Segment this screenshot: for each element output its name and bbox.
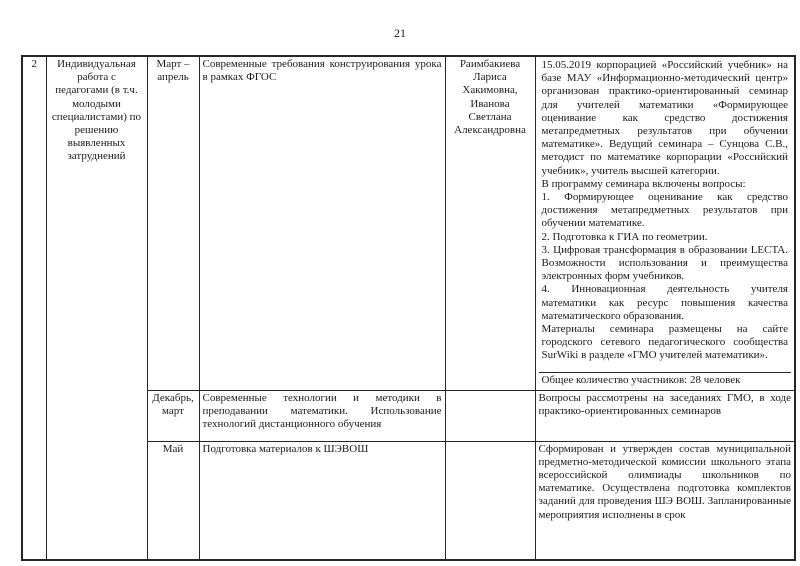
plan-results-table <box>21 55 796 561</box>
result-paragraph: 2. Подготовка к ГИА по геометрии. <box>541 230 708 243</box>
result-paragraph: 1. Формирующее оценивание как средство достижения метапредметных результатов при обучении математике. <box>541 191 788 230</box>
result-paragraph: 4. Инновационная деятельность учителя математики как ресурс повышения качества математического образования. <box>541 283 788 322</box>
topic-cell-3: Подготовка материалов к ШЭВОШ <box>199 441 445 560</box>
result-cell-3: Сформирован и утвержден состав муниципальной предметно-методической комиссии школьного этапа всероссийской олимпиады школьников по математике. Осуществлена подготовка комплектов заданий для проведения ШЭ ВОШ. Запланированные мероприятия исполнены в срок <box>535 441 795 560</box>
page-number: 21 <box>394 26 406 40</box>
responsible-cell-1: Раимбакиева Лариса Хакимовна, Иванова Светлана Александровна <box>445 56 535 390</box>
result-cell-2: Вопросы рассмотрены на заседаниях ГМО, в ходе практико-ориентированных семинаров <box>535 390 795 441</box>
result-paragraph: Материалы семинара размещены на сайте городского сетевого педагогического сообщества SurWiki в разделе «ГМО учителей математики». <box>541 323 788 362</box>
activity-cell: Индивидуальная работа с педагогами (в т.ч. молодыми специалистами) по решению выявленных затруднений <box>46 56 147 560</box>
period-cell-3: Май <box>147 441 199 560</box>
row-index-cell: 2 <box>22 56 46 560</box>
result-paragraph: 3. Цифровая трансформация в образовании LECTA. Возможности использования и преимущества электронных форм учебников. <box>541 243 788 283</box>
period-cell-1: Март – апрель <box>147 56 199 390</box>
responsible-cell-2 <box>445 390 535 441</box>
result-paragraph: В программу семинара включены вопросы: <box>541 177 746 190</box>
topic-cell-2: Современные технологии и методики в преподавании математики. Использование технологий дистанционного обучения <box>199 390 445 441</box>
table-row <box>22 56 795 390</box>
result-text-1 <box>539 58 792 372</box>
participants-count: Общее количество участников: 28 человек <box>539 372 792 388</box>
result-cell-1-content <box>539 58 792 388</box>
responsible-cell-3 <box>445 441 535 560</box>
result-cell-1 <box>535 56 795 390</box>
period-cell-2: Декабрь, март <box>147 390 199 441</box>
result-paragraph: 15.05.2019 корпорацией «Российский учебник» на базе МАУ «Информационно-методический центр» организован практико-ориентированный семинар для учителей математики «Формирующее оценивание как средство достижения метапредметных результатов при обучении математике». Ведущий семинара – Сунцова С.В., методист по математике корпорации «Российский учебник», учитель высшей категории. <box>541 59 788 177</box>
topic-cell-1: Современные требования конструирования урока в рамках ФГОС <box>199 56 445 390</box>
